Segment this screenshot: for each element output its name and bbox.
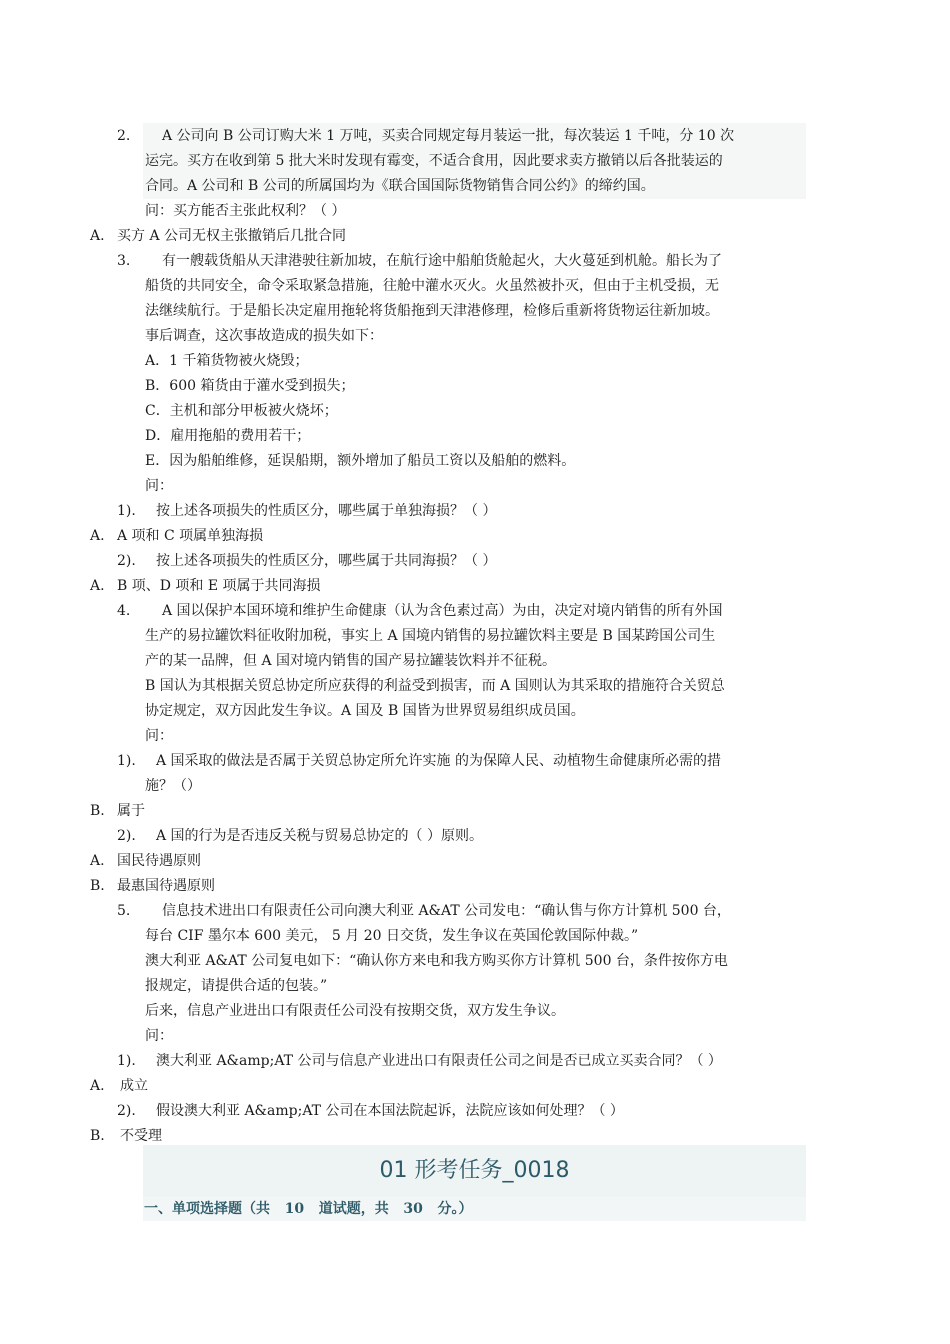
question-5-line-2: 每台 CIF 墨尔本 600 美元， 5 月 20 日交货，发生争议在英国伦敦国际仲裁。” (145, 928, 639, 944)
question-5-sub-1-text: 澳大利亚 A&amp;AT 公司与信息产业进出口有限责任公司之间是否已成立买卖合同？（ ） (156, 1053, 722, 1069)
question-4-sub-2-answer-2: 最惠国待遇原则 (117, 878, 215, 894)
question-2-line-2: 运完。买方在收到第 5 批大米时发现有霉变，不适合食用，因此要求卖方撤销以后各批装运的 (145, 153, 723, 169)
question-5-sub-1-answer-letter: A. (90, 1078, 105, 1094)
question-3-number: 3. (117, 253, 131, 269)
question-3-sub-2-answer-letter: A. (90, 578, 105, 594)
question-4-sub-2-answer-1: 国民待遇原则 (117, 853, 201, 869)
question-3-line-4: 事后调查，这次事故造成的损失如下： (145, 328, 383, 344)
question-3-item-a: A．1 千箱货物被火烧毁； (145, 353, 309, 369)
question-2-line-1: A 公司向 B 公司订购大米 1 万吨，买卖合同规定每月装运一批，每次装运 1 千吨，分 10 次 (162, 128, 735, 144)
question-5-sub-2-answer: 不受理 (120, 1128, 162, 1144)
question-3-item-d: D．雇用拖船的费用若干； (145, 428, 311, 444)
question-4-number: 4. (117, 603, 131, 619)
question-4-line-4: B 国认为其根据关贸总协定所应获得的利益受到损害，而 A 国则认为其采取的措施符合关贸总 (145, 678, 725, 694)
question-3-item-c: C．主机和部分甲板被火烧坏； (145, 403, 338, 419)
section-title: 01 形考任务_0018 (379, 1158, 570, 1183)
question-3-sub-1-number: 1). (117, 503, 136, 519)
question-3-ask: 问： (145, 478, 173, 494)
question-4-ask: 问： (145, 728, 173, 744)
question-5-line-4: 报规定，请提供合适的包装。” (145, 978, 328, 994)
question-5-sub-2-number: 2). (117, 1103, 136, 1119)
question-3-line-2: 船货的共同安全，命令采取紧急措施，往舱中灌水灭火。火虽然被扑灭，但由于主机受损，无 (145, 278, 719, 294)
question-3-sub-2-text: 按上述各项损失的性质区分，哪些属于共同海损？（ ） (156, 553, 497, 569)
question-4-sub-2-number: 2). (117, 828, 136, 844)
question-3-sub-1-text: 按上述各项损失的性质区分，哪些属于单独海损？（ ） (156, 503, 497, 519)
question-2-answer-letter: A. (90, 228, 105, 244)
question-2-line-3: 合同。A 公司和 B 公司的所属国均为《联合国国际货物销售合同公约》的缔约国。 (145, 178, 655, 194)
question-4-line-5: 协定规定，双方因此发生争议。A 国及 B 国皆为世界贸易组织成员国。 (145, 703, 585, 719)
question-2-answer: 买方 A 公司无权主张撤销后几批合同 (117, 228, 347, 244)
question-4-sub-1-answer: 属于 (117, 803, 145, 819)
question-4-sub-1-answer-letter: B. (90, 803, 105, 819)
question-2-ask: 问：买方能否主张此权利？（ ） (145, 203, 346, 219)
question-5-line-5: 后来，信息产业进出口有限责任公司没有按期交货，双方发生争议。 (145, 1003, 565, 1019)
question-2-number: 2. (117, 128, 131, 144)
question-3-line-3: 法继续航行。于是船长决定雇用拖轮将货船拖到天津港修理，检修后重新将货物运往新加坡。 (145, 303, 719, 319)
question-4-sub-1-line-2: 施？（） (145, 778, 201, 794)
question-5-number: 5. (117, 903, 131, 919)
question-5-sub-2-text: 假设澳大利亚 A&amp;AT 公司在本国法院起诉，法院应该如何处理？（ ） (156, 1103, 624, 1119)
question-5-ask: 问： (145, 1028, 173, 1044)
question-3-sub-2-number: 2). (117, 553, 136, 569)
question-4-line-2: 生产的易拉罐饮料征收附加税，事实上 A 国境内销售的易拉罐饮料主要是 B 国某跨国公司生 (145, 628, 716, 644)
question-5-sub-1-number: 1). (117, 1053, 136, 1069)
question-3-sub-1-answer: A 项和 C 项属单独海损 (117, 528, 264, 544)
question-3-item-e: E．因为船舶维修，延误船期，额外增加了船员工资以及船舶的燃料。 (145, 453, 576, 469)
question-5-sub-1-answer: 成立 (120, 1078, 148, 1094)
question-4-sub-1-number: 1). (117, 753, 136, 769)
question-4-sub-1-line-1: A 国采取的做法是否属于关贸总协定所允许实施 的为保障人民、动植物生命健康所必需的措 (156, 753, 722, 769)
question-4-sub-2-answer-1-letter: A. (90, 853, 105, 869)
question-3-sub-1-answer-letter: A. (90, 528, 105, 544)
question-3-line-1: 有一艘载货船从天津港驶往新加坡，在航行途中船舶货舱起火，大火蔓延到机舱。船长为了 (162, 253, 722, 269)
question-4-line-1: A 国以保护本国环境和维护生命健康（认为含色素过高）为由，决定对境内销售的所有外国 (162, 603, 723, 619)
question-5-sub-2-answer-letter: B. (90, 1128, 105, 1144)
question-4-sub-2-answer-2-letter: B. (90, 878, 105, 894)
question-4-line-3: 产的某一品牌，但 A 国对境内销售的国产易拉罐装饮料并不征税。 (145, 653, 557, 669)
question-4-sub-2-text: A 国的行为是否违反关税与贸易总协定的（ ）原则。 (156, 828, 484, 844)
question-3-item-b: B．600 箱货由于灌水受到损失； (145, 378, 355, 394)
section-subtitle: 一、单项选择题（共 10 道试题，共 30 分。） (144, 1201, 473, 1217)
question-5-line-3: 澳大利亚 A&AT 公司复电如下：“确认你方来电和我方购买你方计算机 500 台，条件按你方电 (145, 953, 728, 969)
question-5-line-1: 信息技术进出口有限责任公司向澳大利亚 A&AT 公司发电：“确认售与你方计算机 500 台， (162, 903, 731, 919)
question-3-sub-2-answer: B 项、D 项和 E 项属于共同海损 (117, 578, 321, 594)
